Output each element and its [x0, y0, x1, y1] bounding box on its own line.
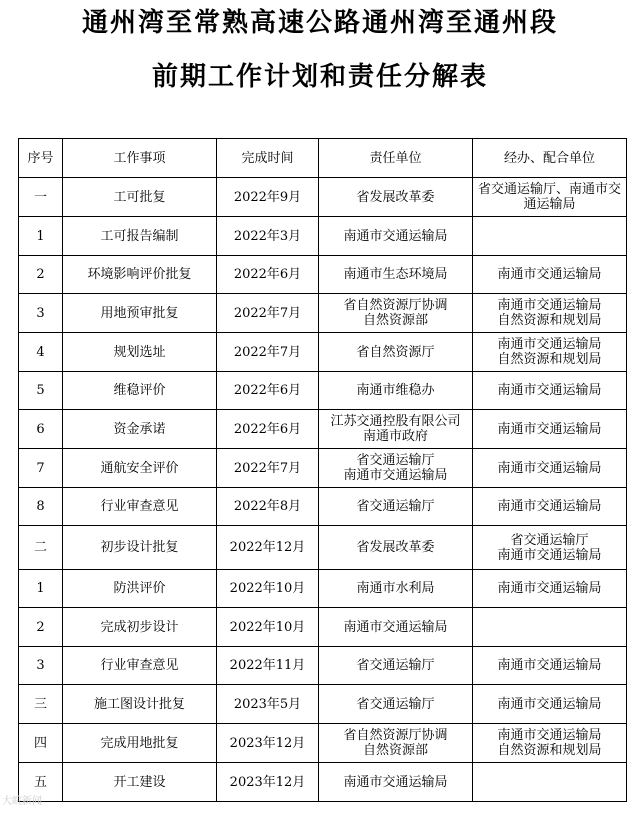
cell-seq: 4 [19, 333, 63, 372]
cell-coordinating [473, 217, 627, 256]
cell-task: 资金承诺 [63, 410, 217, 449]
cell-seq: 五 [19, 763, 63, 802]
cell-responsible: 南通市交通运输局 [319, 217, 473, 256]
cell-coordinating: 南通市交通运输局 [473, 410, 627, 449]
cell-coordinating: 南通市交通运输局 [473, 647, 627, 685]
cell-seq: 三 [19, 685, 63, 724]
cell-seq: 二 [19, 526, 63, 570]
table-row [19, 724, 627, 763]
header-seq: 序号 [19, 139, 63, 178]
cell-seq: 2 [19, 608, 63, 647]
cell-seq: 四 [19, 724, 63, 763]
header-task: 工作事项 [63, 139, 217, 178]
header-responsible: 责任单位 [319, 139, 473, 178]
cell-task: 通航安全评价 [63, 449, 217, 488]
cell-responsible: 南通市交通运输局 [319, 763, 473, 802]
cell-deadline: 2022年10月 [217, 608, 319, 647]
cell-coordinating: 南通市交通运输局 [473, 256, 627, 294]
cell-task: 用地预审批复 [63, 294, 217, 333]
table-body [19, 178, 627, 802]
cell-responsible: 省发展改革委 [319, 178, 473, 217]
cell-seq: 一 [19, 178, 63, 217]
cell-coordinating: 南通市交通运输局 自然资源和规划局 [473, 333, 627, 372]
cell-deadline: 2022年7月 [217, 294, 319, 333]
table-row [19, 294, 627, 333]
table-row [19, 608, 627, 647]
cell-task: 防洪评价 [63, 570, 217, 608]
cell-deadline: 2022年10月 [217, 570, 319, 608]
cell-coordinating: 南通市交通运输局 [473, 449, 627, 488]
cell-deadline: 2022年12月 [217, 526, 319, 570]
cell-deadline: 2022年11月 [217, 647, 319, 685]
cell-task: 行业审查意见 [63, 488, 217, 526]
cell-seq: 6 [19, 410, 63, 449]
cell-task: 规划选址 [63, 333, 217, 372]
cell-seq: 1 [19, 570, 63, 608]
cell-coordinating: 省交通运输厅 南通市交通运输局 [473, 526, 627, 570]
cell-responsible: 江苏交通控股有限公司 南通市政府 [319, 410, 473, 449]
table-row [19, 570, 627, 608]
cell-responsible: 南通市水利局 [319, 570, 473, 608]
cell-deadline: 2022年6月 [217, 256, 319, 294]
cell-task: 施工图设计批复 [63, 685, 217, 724]
cell-seq: 8 [19, 488, 63, 526]
cell-task: 行业审查意见 [63, 647, 217, 685]
table-header-row [19, 139, 627, 178]
watermark: 大皖新闻 [2, 796, 42, 807]
table-row [19, 372, 627, 410]
cell-responsible: 省自然资源厅协调 自然资源部 [319, 294, 473, 333]
cell-coordinating: 南通市交通运输局 [473, 685, 627, 724]
table-row [19, 410, 627, 449]
table-row [19, 526, 627, 570]
cell-coordinating [473, 763, 627, 802]
cell-responsible: 省交通运输厅 南通市交通运输局 [319, 449, 473, 488]
cell-seq: 2 [19, 256, 63, 294]
table-row [19, 333, 627, 372]
cell-seq: 7 [19, 449, 63, 488]
cell-deadline: 2022年7月 [217, 449, 319, 488]
cell-coordinating: 省交通运输厅、南通市交通运输局 [473, 178, 627, 217]
cell-deadline: 2023年12月 [217, 763, 319, 802]
cell-responsible: 省交通运输厅 [319, 488, 473, 526]
table-row [19, 488, 627, 526]
cell-deadline: 2022年9月 [217, 178, 319, 217]
cell-responsible: 省自然资源厅 [319, 333, 473, 372]
cell-responsible: 省自然资源厅协调 自然资源部 [319, 724, 473, 763]
cell-coordinating: 南通市交通运输局 [473, 488, 627, 526]
cell-deadline: 2023年5月 [217, 685, 319, 724]
cell-coordinating: 南通市交通运输局 自然资源和规划局 [473, 724, 627, 763]
table-row [19, 217, 627, 256]
table-row [19, 647, 627, 685]
cell-task: 维稳评价 [63, 372, 217, 410]
cell-seq: 3 [19, 294, 63, 333]
cell-task: 初步设计批复 [63, 526, 217, 570]
cell-deadline: 2023年12月 [217, 724, 319, 763]
cell-coordinating [473, 608, 627, 647]
table-row [19, 763, 627, 802]
cell-coordinating: 南通市交通运输局 自然资源和规划局 [473, 294, 627, 333]
table-row [19, 685, 627, 724]
cell-deadline: 2022年3月 [217, 217, 319, 256]
cell-deadline: 2022年8月 [217, 488, 319, 526]
cell-task: 完成初步设计 [63, 608, 217, 647]
cell-responsible: 省交通运输厅 [319, 685, 473, 724]
cell-task: 工可报告编制 [63, 217, 217, 256]
header-coordinating: 经办、配合单位 [473, 139, 627, 178]
cell-task: 工可批复 [63, 178, 217, 217]
plan-table [18, 138, 627, 802]
cell-deadline: 2022年7月 [217, 333, 319, 372]
cell-responsible: 南通市生态环境局 [319, 256, 473, 294]
header-deadline: 完成时间 [217, 139, 319, 178]
document-title-line-1: 通州湾至常熟高速公路通州湾至通州段 [81, 8, 558, 38]
cell-task: 环境影响评价批复 [63, 256, 217, 294]
cell-coordinating: 南通市交通运输局 [473, 372, 627, 410]
cell-deadline: 2022年6月 [217, 410, 319, 449]
cell-task: 完成用地批复 [63, 724, 217, 763]
table-row [19, 449, 627, 488]
cell-seq: 5 [19, 372, 63, 410]
document-title-line-2: 前期工作计划和责任分解表 [151, 62, 488, 92]
table-row [19, 256, 627, 294]
cell-task: 开工建设 [63, 763, 217, 802]
cell-responsible: 南通市维稳办 [319, 372, 473, 410]
table-row [19, 178, 627, 217]
cell-deadline: 2022年6月 [217, 372, 319, 410]
cell-seq: 3 [19, 647, 63, 685]
cell-responsible: 省发展改革委 [319, 526, 473, 570]
cell-responsible: 南通市交通运输局 [319, 608, 473, 647]
cell-seq: 1 [19, 217, 63, 256]
cell-coordinating: 南通市交通运输局 [473, 570, 627, 608]
cell-responsible: 省交通运输厅 [319, 647, 473, 685]
